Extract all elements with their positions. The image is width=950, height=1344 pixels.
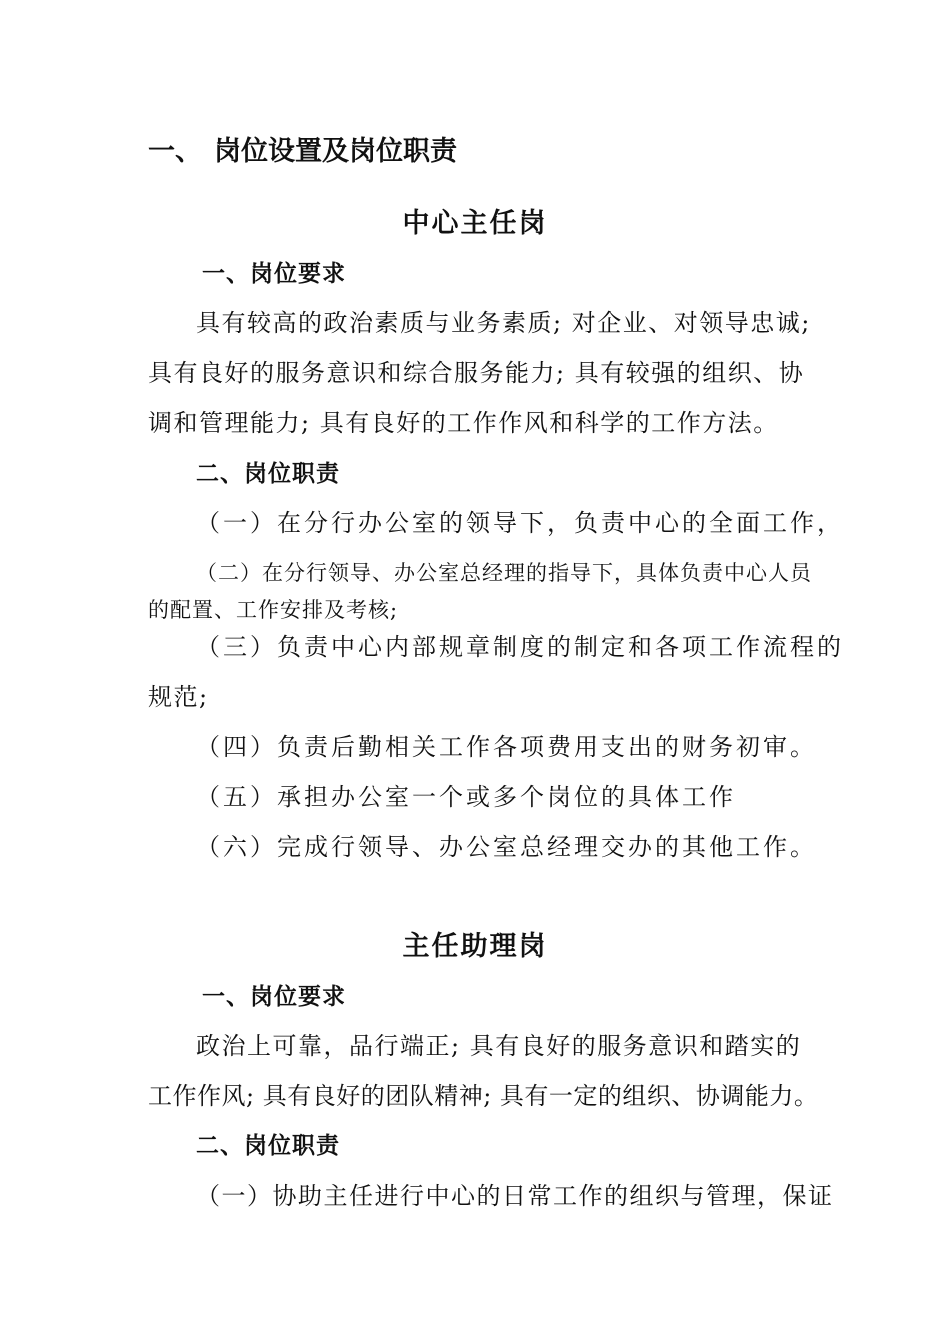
section-1-duty-line: （一）在分行办公室的领导下，负责中心的全面工作，: [196, 509, 844, 537]
document-heading-text: 岗位设置及岗位职责: [214, 136, 457, 167]
section-2-duties-heading: 二、岗位职责: [196, 1133, 340, 1159]
section-2-duty-line: （一）协助主任进行中心的日常工作的组织与管理，保证: [196, 1182, 834, 1210]
section-1-requirements-line: 调和管理能力; 具有良好的工作作风和科学的工作方法。: [148, 409, 779, 437]
section-1-requirements-heading: 一、岗位要求: [202, 261, 346, 287]
section-2-requirements-line: 政治上可靠，品行端正; 具有良好的服务意识和踏实的: [196, 1032, 802, 1060]
section-1-requirements-line: 具有良好的服务意识和综合服务能力; 具有较强的组织、协: [148, 359, 805, 387]
section-1-requirements-line: 具有较高的政治素质与业务素质; 对企业、对领导忠诚;: [196, 309, 811, 337]
section-title-center-director: 中心主任岗: [402, 208, 548, 239]
document-heading: [148, 134, 457, 170]
section-1-duty-line: 的配置、工作安排及考核;: [148, 598, 399, 622]
section-1-duty-line: （二）在分行领导、办公室总经理的指导下，具体负责中心人员: [196, 561, 812, 585]
section-2-requirements-line: 工作作风; 具有良好的团队精神; 具有一定的组织、协调能力。: [148, 1082, 819, 1110]
document-heading-number: 一、: [148, 136, 202, 167]
section-1-duty-line: （六）完成行领导、办公室总经理交办的其他工作。: [196, 833, 817, 861]
section-1-duty-line: （四）负责后勤相关工作各项费用支出的财务初审。: [196, 733, 817, 761]
section-1-duties-heading: 二、岗位职责: [196, 461, 340, 487]
section-title-assistant-director: 主任助理岗: [402, 931, 548, 962]
section-2-requirements-heading: 一、岗位要求: [202, 984, 346, 1010]
section-1-duty-line: （三）负责中心内部规章制度的制定和各项工作流程的: [196, 633, 844, 661]
section-1-duty-line: （五）承担办公室一个或多个岗位的具体工作: [196, 783, 736, 811]
section-1-duty-line: 规范;: [148, 683, 209, 711]
